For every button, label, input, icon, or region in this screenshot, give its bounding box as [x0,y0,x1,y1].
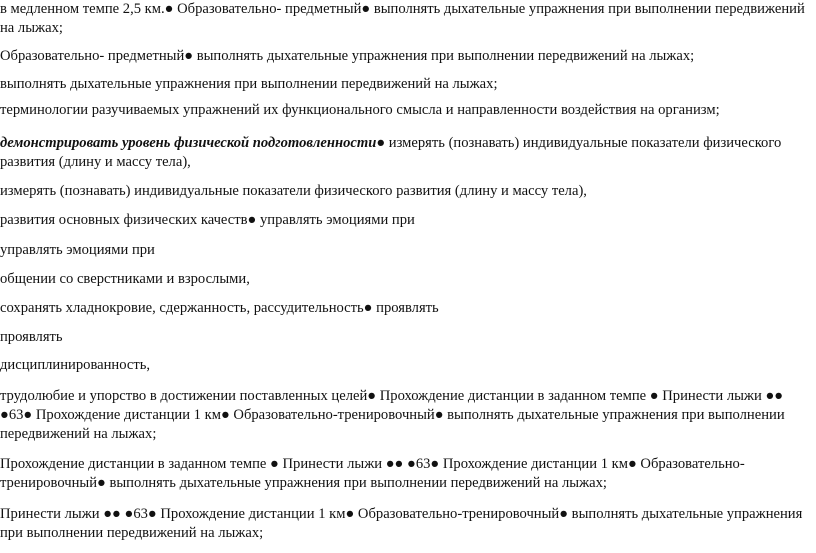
paragraph-5 [0,134,812,172]
paragraph-14: Прохождение дистанции в заданном темпе ● Принести лыжи ●● ●63● Прохождение дистанции 1 км● Образовательно-тренировочный● выполнять дыхательные упражнения при выполнении передвижений на лыжах; [0,456,745,491]
paragraph-15: Принести лыжи ●● ●63● Прохождение дистанции 1 км● Образовательно-тренировочный● выполнять дыхательные упражнения при выполнении передвижений на лыжах; [0,506,803,541]
paragraph-6: измерять (познавать) индивидуальные показатели физического развития (длину и массу тела), [0,183,587,199]
emphasis-text: демонстрировать уровень физической подготовленности [0,135,377,151]
paragraph-1: в медленном темпе 2,5 км.● Образовательно- предметный● выполнять дыхательные упражнения при выполнении передвижений на лыжах; [0,1,805,36]
paragraph-8: управлять эмоциями при [0,242,155,258]
paragraph-9: общении со сверстниками и взрослыми, [0,271,250,287]
paragraph-4: терминологии разучиваемых упражнений их функционального смысла и направленности воздействия на организм; [0,102,720,118]
paragraph-13: трудолюбие и упорство в достижении поставленных целей● Прохождение дистанции в заданном темпе ● Принести лыжи ●● ●63● Прохождение дистанции 1 км● Образовательно-тренировочный● выполнять дыхательные упражнения при выполнении передвижений на лыжах; [0,388,785,442]
paragraph-2: Образовательно- предметный● выполнять дыхательные упражнения при выполнении передвижений на лыжах; [0,48,695,64]
paragraph-7: развития основных физических качеств● управлять эмоциями при [0,212,415,228]
paragraph-12: дисциплинированность, [0,357,151,373]
paragraph-3: выполнять дыхательные упражнения при выполнении передвижений на лыжах; [0,76,498,92]
paragraph-11: проявлять [0,329,63,345]
paragraph-5-text: ● измерять (познавать) индивидуальные показатели физического развития (длину и массу тела), [0,135,782,170]
paragraph-10: сохранять хладнокровие, сдержанность, рассудительность● проявлять [0,300,439,316]
